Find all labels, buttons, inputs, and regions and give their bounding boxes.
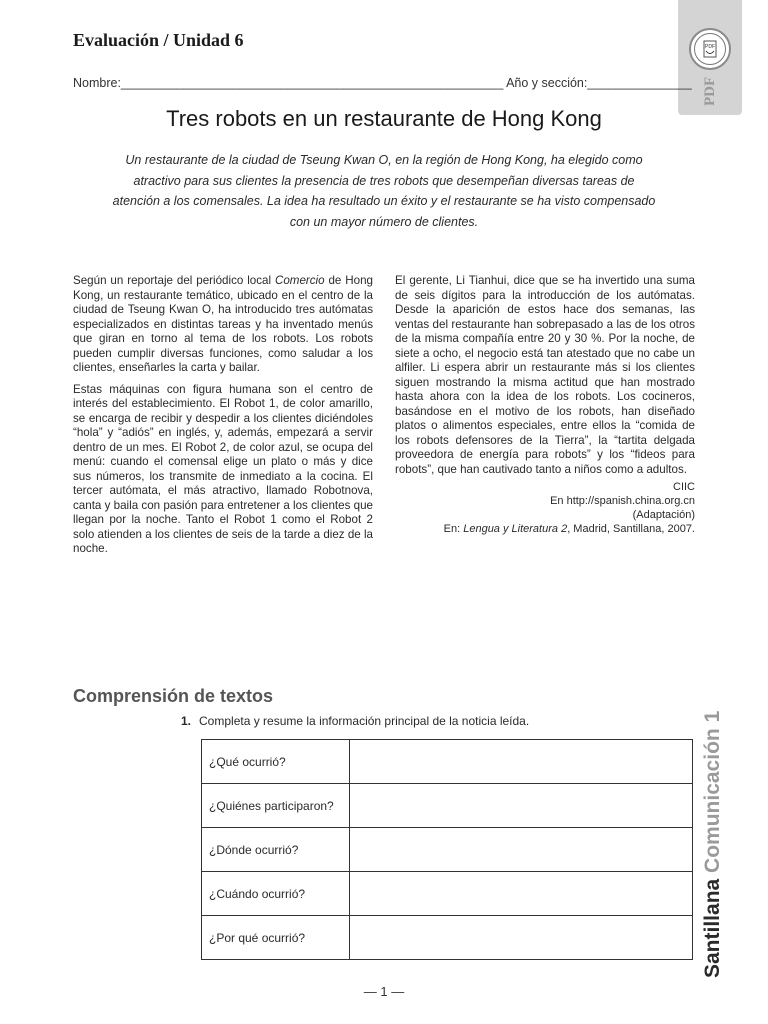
article-title: Tres robots en un restaurante de Hong Kong [166,106,602,131]
section-title: Comprensión de textos [73,686,274,706]
row-label: ¿Qué ocurrió? [202,740,350,784]
article-left-column [73,274,373,564]
row-label: ¿Cuándo ocurrió? [202,872,350,916]
answer-cell[interactable] [350,784,693,828]
row-label: ¿Por qué ocurrió? [202,916,350,960]
article-source: CIIC En http://spanish.china.org.cn (Adaptación) En: Lengua y Literatura 2, Madrid, Santillana, 2007. [443,481,695,535]
row-label: ¿Quiénes participaron? [202,784,350,828]
question-1: 1. Completa y resume la información principal de la noticia leída. [181,714,530,728]
table-row [202,916,693,960]
page-number: — 1 — [363,984,405,999]
table-row [202,872,693,916]
answer-cell[interactable] [350,828,693,872]
left-paragraph-2: Estas máquinas con figura humana son el centro de interés del establecimiento. El Robot 1, de color amarillo, se encarga de recibir y despedir a los clientes diciéndoles “hola” y “adiós” en inglés, y, además, empezará a servir dentro de un mes. El Robot 2, de color azul, se ocupa del menú: cuando el comensal elige un plato o más y dice sus números, los transmite de inmediato a la cocina. El tercer autómata, el más atractivo, llamado Robotnova, canta y baila con pasión para entretener a los clientes que llegan por la noche. Tanto el Robot 1 como el Robot 2 solo atienden a los clientes de seis de la tarde a diez de la noche. [73,382,373,555]
publisher-brand: Santillana Comunicación 1 [701,710,724,978]
evaluation-header: Evaluación / Unidad 6 [73,30,244,50]
row-label: ¿Dónde ocurrió? [202,828,350,872]
right-paragraph-1: El gerente, Li Tianhui, dice que se ha invertido una suma de seis dígitos para la introducción de los autómatas. Desde la aparición de estos hace dos semanas, las ventas del restaurante han sobrepasado a las de los otros de la misma compañía entre 20 y 30 %. Por la noche, de siete a ocho, el negocio está tan atestado que no cabe un alfiler. Li espera abrir un restaurante más si los clientes siguen mostrando la misma actitud que han mostrado hasta ahora con la idea de los robots. Los cocineros, basándose en el motivo de los robots, han diseñado platos o alimentos especiales, entre ellos la “comida de los robots defensores de la Tierra”, la “tartita delgada proveedora de energía para robots” y los “fideos para robots”, que han cautivado tanto a niños como a adultos. [395,274,695,476]
student-name-line: Nombre:_______________________________________________________ Año y sección:_______________ [73,76,692,90]
article-lead: Un restaurante de la ciudad de Tseung Kwan O, en la región de Hong Kong, ha elegido como atractivo para sus clientes la presencia de tres robots que desempeñan diversas tareas de atención a los comensales. La idea ha resultado un éxito y el restaurante se ha visto compensado con un mayor número de clientes. [112,153,656,229]
answer-cell[interactable] [350,872,693,916]
left-paragraph-1: Según un reportaje del periódico local Comercio de Hong Kong, un restaurante temático, ubicado en el centro de la ciudad de Tseung Kwan O, ha introducido tres autómatas especializados en distintas tareas y ha inventado menús que giran en torno al tema de los robots. Los robots pueden cumplir diversas funciones, como saludar a los clientes, enseñarles la carta y bailar. [73,274,373,374]
pdf-adobe-icon [689,28,731,70]
svg-text:PDF: PDF [705,44,715,50]
table-row [202,784,693,828]
answer-cell[interactable] [350,916,693,960]
answer-cell[interactable] [350,740,693,784]
pdf-label: PDF [702,76,718,106]
table-row [202,828,693,872]
summary-table [201,739,693,960]
article-right-column [395,274,695,536]
table-row [202,740,693,784]
